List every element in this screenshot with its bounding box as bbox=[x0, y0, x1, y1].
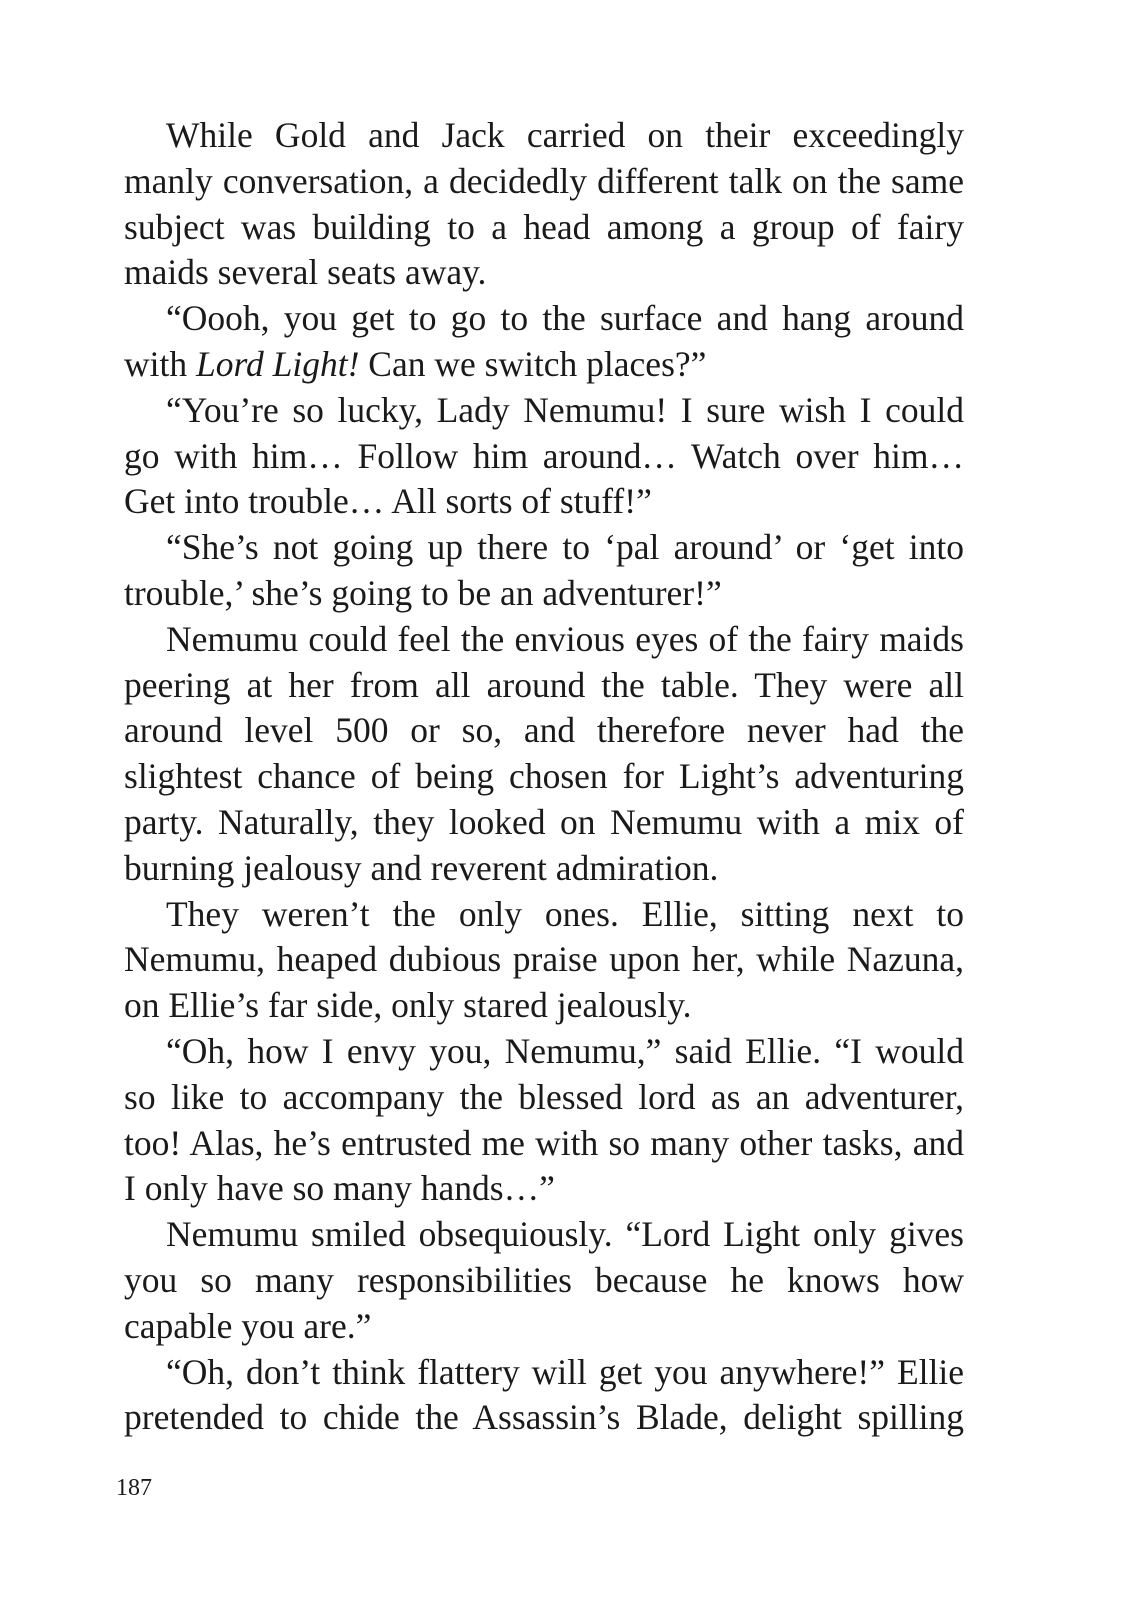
paragraph-text: “Oh, don’t think flattery will get you anywhere!” Ellie pretended to chide the Assassin’s Blade, delight spilling bbox=[124, 1351, 964, 1438]
paragraph-continued bbox=[124, 1350, 964, 1442]
paragraph bbox=[124, 113, 964, 296]
paragraph-text: “She’s not going up there to ‘pal around’ or ‘get into trouble,’ she’s going to be an adventurer!” bbox=[124, 527, 964, 613]
paragraph-text: Can we switch places?” bbox=[359, 343, 707, 384]
paragraph-text: They weren’t the only ones. Ellie, sitting next to Nemumu, heaped dubious praise upon her, while Nazuna, on Ellie’s far side, only stared jealously. bbox=[124, 893, 964, 1026]
paragraph bbox=[124, 892, 964, 1029]
paragraph bbox=[124, 617, 964, 892]
paragraph bbox=[124, 296, 964, 388]
paragraph-text: Nemumu smiled obsequiously. “Lord Light only gives you so many responsibilities because he knows how capable you are.” bbox=[124, 1214, 964, 1346]
paragraph bbox=[124, 388, 964, 525]
paragraph-text: “Oh, how I envy you, Nemumu,” said Ellie. “I would so like to accompany the blessed lord as an adventurer, too! Alas, he’s entrusted me with so many other tasks, and I only have so many hands…” bbox=[124, 1030, 964, 1209]
page-number: 187 bbox=[116, 1475, 152, 1501]
paragraph-text: Nemumu could feel the envious eyes of the fairy maids peering at her from all around the table. They were all around level 500 or so, and therefore never had the slightest chance of being chosen for Light’s adventuring party. Naturally, they looked on Nemumu with a mix of burning jealousy and reverent admiration. bbox=[124, 618, 964, 888]
paragraph-text: While Gold and Jack carried on their exceedingly manly conversation, a decidedly different talk on the same subject was building to a head among a group of fairy maids several seats away. bbox=[124, 115, 964, 293]
paragraph-text: “Oooh, you get to go to the surface and hang around with bbox=[124, 298, 964, 384]
italic-emphasis: Lord Light! bbox=[196, 343, 360, 384]
paragraph bbox=[124, 1212, 964, 1349]
paragraph-text: “You’re so lucky, Lady Nemumu! I sure wish I could go with him… Follow him around… Watch over him… Get into trouble… All sorts of stuff!” bbox=[124, 389, 964, 522]
page-body bbox=[124, 113, 964, 1441]
paragraph bbox=[124, 1029, 964, 1212]
paragraph bbox=[124, 525, 964, 617]
